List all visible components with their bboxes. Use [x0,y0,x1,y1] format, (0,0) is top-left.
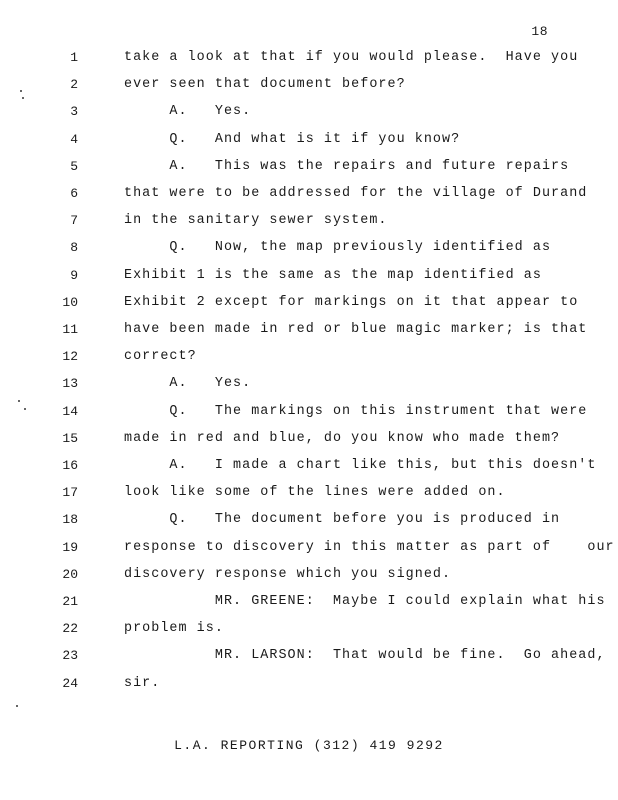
line-text: ever seen that document before? [124,77,406,93]
transcript-line [0,132,618,152]
line-number: 10 [62,294,78,310]
line-text: that were to be addressed for the village of Durand [124,186,588,201]
transcript-line [0,322,618,342]
line-number: 21 [62,594,78,609]
line-number: 15 [62,430,78,446]
line-text: Q. The markings on this instrument that were [124,403,588,419]
line-text: A. I made a chart like this, but this doesn't [124,458,597,473]
scan-speck [24,408,26,410]
line-number: 6 [70,186,78,201]
scan-speck [20,90,22,92]
line-number: 4 [70,131,78,147]
transcript-line [0,512,618,532]
line-text: problem is. [124,621,224,637]
line-text: A. Yes. [124,104,252,120]
line-number: 3 [70,104,78,120]
line-number: 1 [70,50,78,65]
transcript-line [0,485,618,505]
line-number: 22 [62,621,78,637]
scan-speck [16,705,18,707]
scan-speck [18,400,20,402]
line-number: 13 [62,376,78,392]
line-text: A. Yes. [124,376,252,392]
transcript-line [0,50,618,70]
line-text: in the sanitary sewer system. [124,213,388,229]
transcript-line [0,648,618,668]
transcript-line [0,676,618,696]
line-number: 7 [70,213,78,229]
line-number: 18 [62,512,78,528]
transcript-line [0,376,618,396]
line-text: MR. GREENE: Maybe I could explain what his [124,594,606,609]
line-number: 14 [62,403,78,419]
transcript-line [0,540,618,560]
line-text: Q. Now, the map previously identified as [124,240,552,256]
line-number: 12 [62,349,78,365]
line-text: Q. The document before you is produced in [124,512,561,528]
line-number: 8 [70,240,78,256]
line-number: 11 [62,322,78,337]
line-number: 2 [70,77,78,93]
line-text: response to discovery in this matter as part of our [124,539,615,555]
transcript-line [0,186,618,206]
line-text: look like some of the lines were added on. [124,485,506,501]
transcript-line [0,349,618,369]
page-number: 18 [531,24,548,39]
line-text: made in red and blue, do you know who made them? [124,430,561,446]
line-text: take a look at that if you would please. Have you [124,50,579,65]
line-text: correct? [124,349,197,365]
line-number: 16 [62,458,78,473]
line-text: Q. And what is it if you know? [124,131,461,147]
transcript-line [0,159,618,179]
transcript-line [0,104,618,124]
transcript-line [0,567,618,587]
line-text: Exhibit 1 is the same as the map identified as [124,267,542,283]
line-text: discovery response which you signed. [124,566,452,582]
transcript-line [0,431,618,451]
transcript-line [0,621,618,641]
transcript-line [0,594,618,614]
transcript-line [0,404,618,424]
line-text: Exhibit 2 except for markings on it that appear to [124,294,579,310]
line-text: sir. [124,675,161,691]
transcript-line [0,77,618,97]
line-text: MR. LARSON: That would be fine. Go ahead, [124,648,606,664]
line-number: 5 [70,158,78,174]
transcript-line [0,458,618,478]
reporter-footer: L.A. REPORTING (312) 419 9292 [174,738,444,753]
line-number: 17 [62,485,78,501]
line-number: 19 [62,539,78,555]
line-number: 24 [62,675,78,691]
transcript-line [0,213,618,233]
line-text: have been made in red or blue magic marker; is that [124,322,588,337]
transcript-line [0,295,618,315]
line-text: A. This was the repairs and future repairs [124,158,570,174]
line-number: 23 [62,648,78,664]
transcript-line [0,240,618,260]
transcript-line [0,268,618,288]
scan-speck [22,97,24,99]
line-number: 20 [62,566,78,582]
line-number: 9 [70,267,78,283]
